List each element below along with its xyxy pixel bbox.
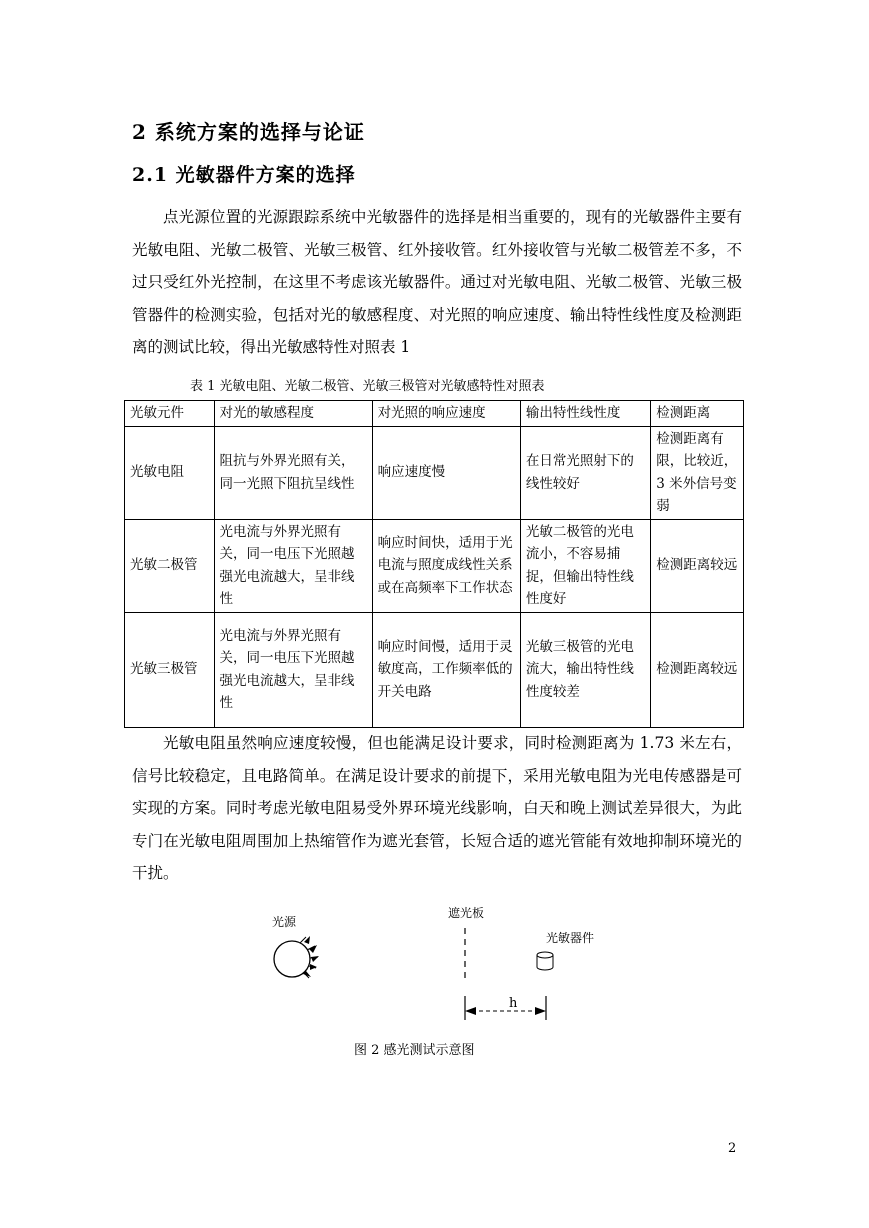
- table-cell: 检测距离有限，比较近，3 米外信号变弱: [651, 426, 744, 519]
- table-header-row: [125, 401, 744, 427]
- table-row: [125, 426, 744, 519]
- table-caption: 表 1 光敏电阻、光敏二极管、光敏三极管对光敏感特性对照表: [190, 379, 545, 394]
- subsection-title: 2.1 光敏器件方案的选择: [132, 164, 356, 186]
- table-cell: 光敏二极管: [125, 519, 215, 612]
- table-row: [125, 519, 744, 612]
- table-cell: 在日常光照射下的线性较好: [520, 426, 650, 519]
- section-title: 2 系统方案的选择与论证: [132, 120, 365, 144]
- table-row: [125, 612, 744, 727]
- table-header-cell: 对光照的响应速度: [372, 401, 520, 427]
- table-cell: 响应速度慢: [372, 426, 520, 519]
- table-cell: 检测距离较远: [651, 612, 744, 727]
- shield-label: 遮光板: [448, 906, 485, 920]
- table-cell: 光电流与外界光照有关，同一电压下光照越强光电流越大，呈非线性: [214, 519, 372, 612]
- light-test-diagram: [250, 900, 620, 1030]
- table-cell: 光敏电阻: [125, 426, 215, 519]
- table-cell: 检测距离较远: [651, 519, 744, 612]
- paragraph-intro: 点光源位置的光源跟踪系统中光敏器件的选择是相当重要的，现有的光敏器件主要有光敏电阻、光敏二极管、光敏三极管、红外接收管。红外接收管与光敏二极管差不多，不过只受红外光控制，在这里不考虑该光敏器件。通过对光敏电阻、光敏二极管、光敏三极管器件的检测实验，包括对光的敏感程度、对光照的响应速度、输出特性线性度及检测距离的测试比较，得出光敏感特性对照表 1: [132, 208, 742, 356]
- sensitivity-comparison-table: [124, 400, 744, 728]
- sensor-label: 光敏器件: [546, 931, 595, 945]
- page-number: 2: [728, 1141, 737, 1156]
- sensor-icon: [537, 952, 553, 970]
- table-cell: 光电流与外界光照有关，同一电压下光照越强光电流越大，呈非线性: [214, 612, 372, 727]
- table-header-cell: 对光的敏感程度: [214, 401, 372, 427]
- table-header-cell: 光敏元件: [125, 401, 215, 427]
- distance-marker: [465, 996, 546, 1020]
- light-source-icon: [274, 936, 319, 978]
- table-cell: 响应时间快，适用于光电流与照度成线性关系或在高频率下工作状态: [372, 519, 520, 612]
- table-cell: 阻抗与外界光照有关，同一光照下阻抗呈线性: [214, 426, 372, 519]
- figure-caption: 图 2 感光测试示意图: [354, 1043, 475, 1058]
- table-header-cell: 检测距离: [651, 401, 744, 427]
- distance-label: h: [509, 996, 518, 1011]
- table-cell: 光敏二极管的光电流小，不容易捕捉，但输出特性线性度好: [520, 519, 650, 612]
- table-header-cell: 输出特性线性度: [520, 401, 650, 427]
- table-cell: 光敏三极管: [125, 612, 215, 727]
- table-cell: 光敏三极管的光电流大，输出特性线性度较差: [520, 612, 650, 727]
- light-source-label: 光源: [272, 915, 297, 929]
- table-cell: 响应时间慢，适用于灵敏度高，工作频率低的开关电路: [372, 612, 520, 727]
- paragraph-conclusion: 光敏电阻虽然响应速度较慢，但也能满足设计要求，同时检测距离为 1.73 米左右，信号比较稳定，且电路简单。在满足设计要求的前提下，采用光敏电阻为光电传感器是可实现的方案。同时考虑光敏电阻易受外界环境光线影响，白天和晚上测试差异很大，为此专门在光敏电阻周围加上热缩管作为遮光套管，长短合适的遮光管能有效地抑制环境光的干扰。: [132, 734, 742, 882]
